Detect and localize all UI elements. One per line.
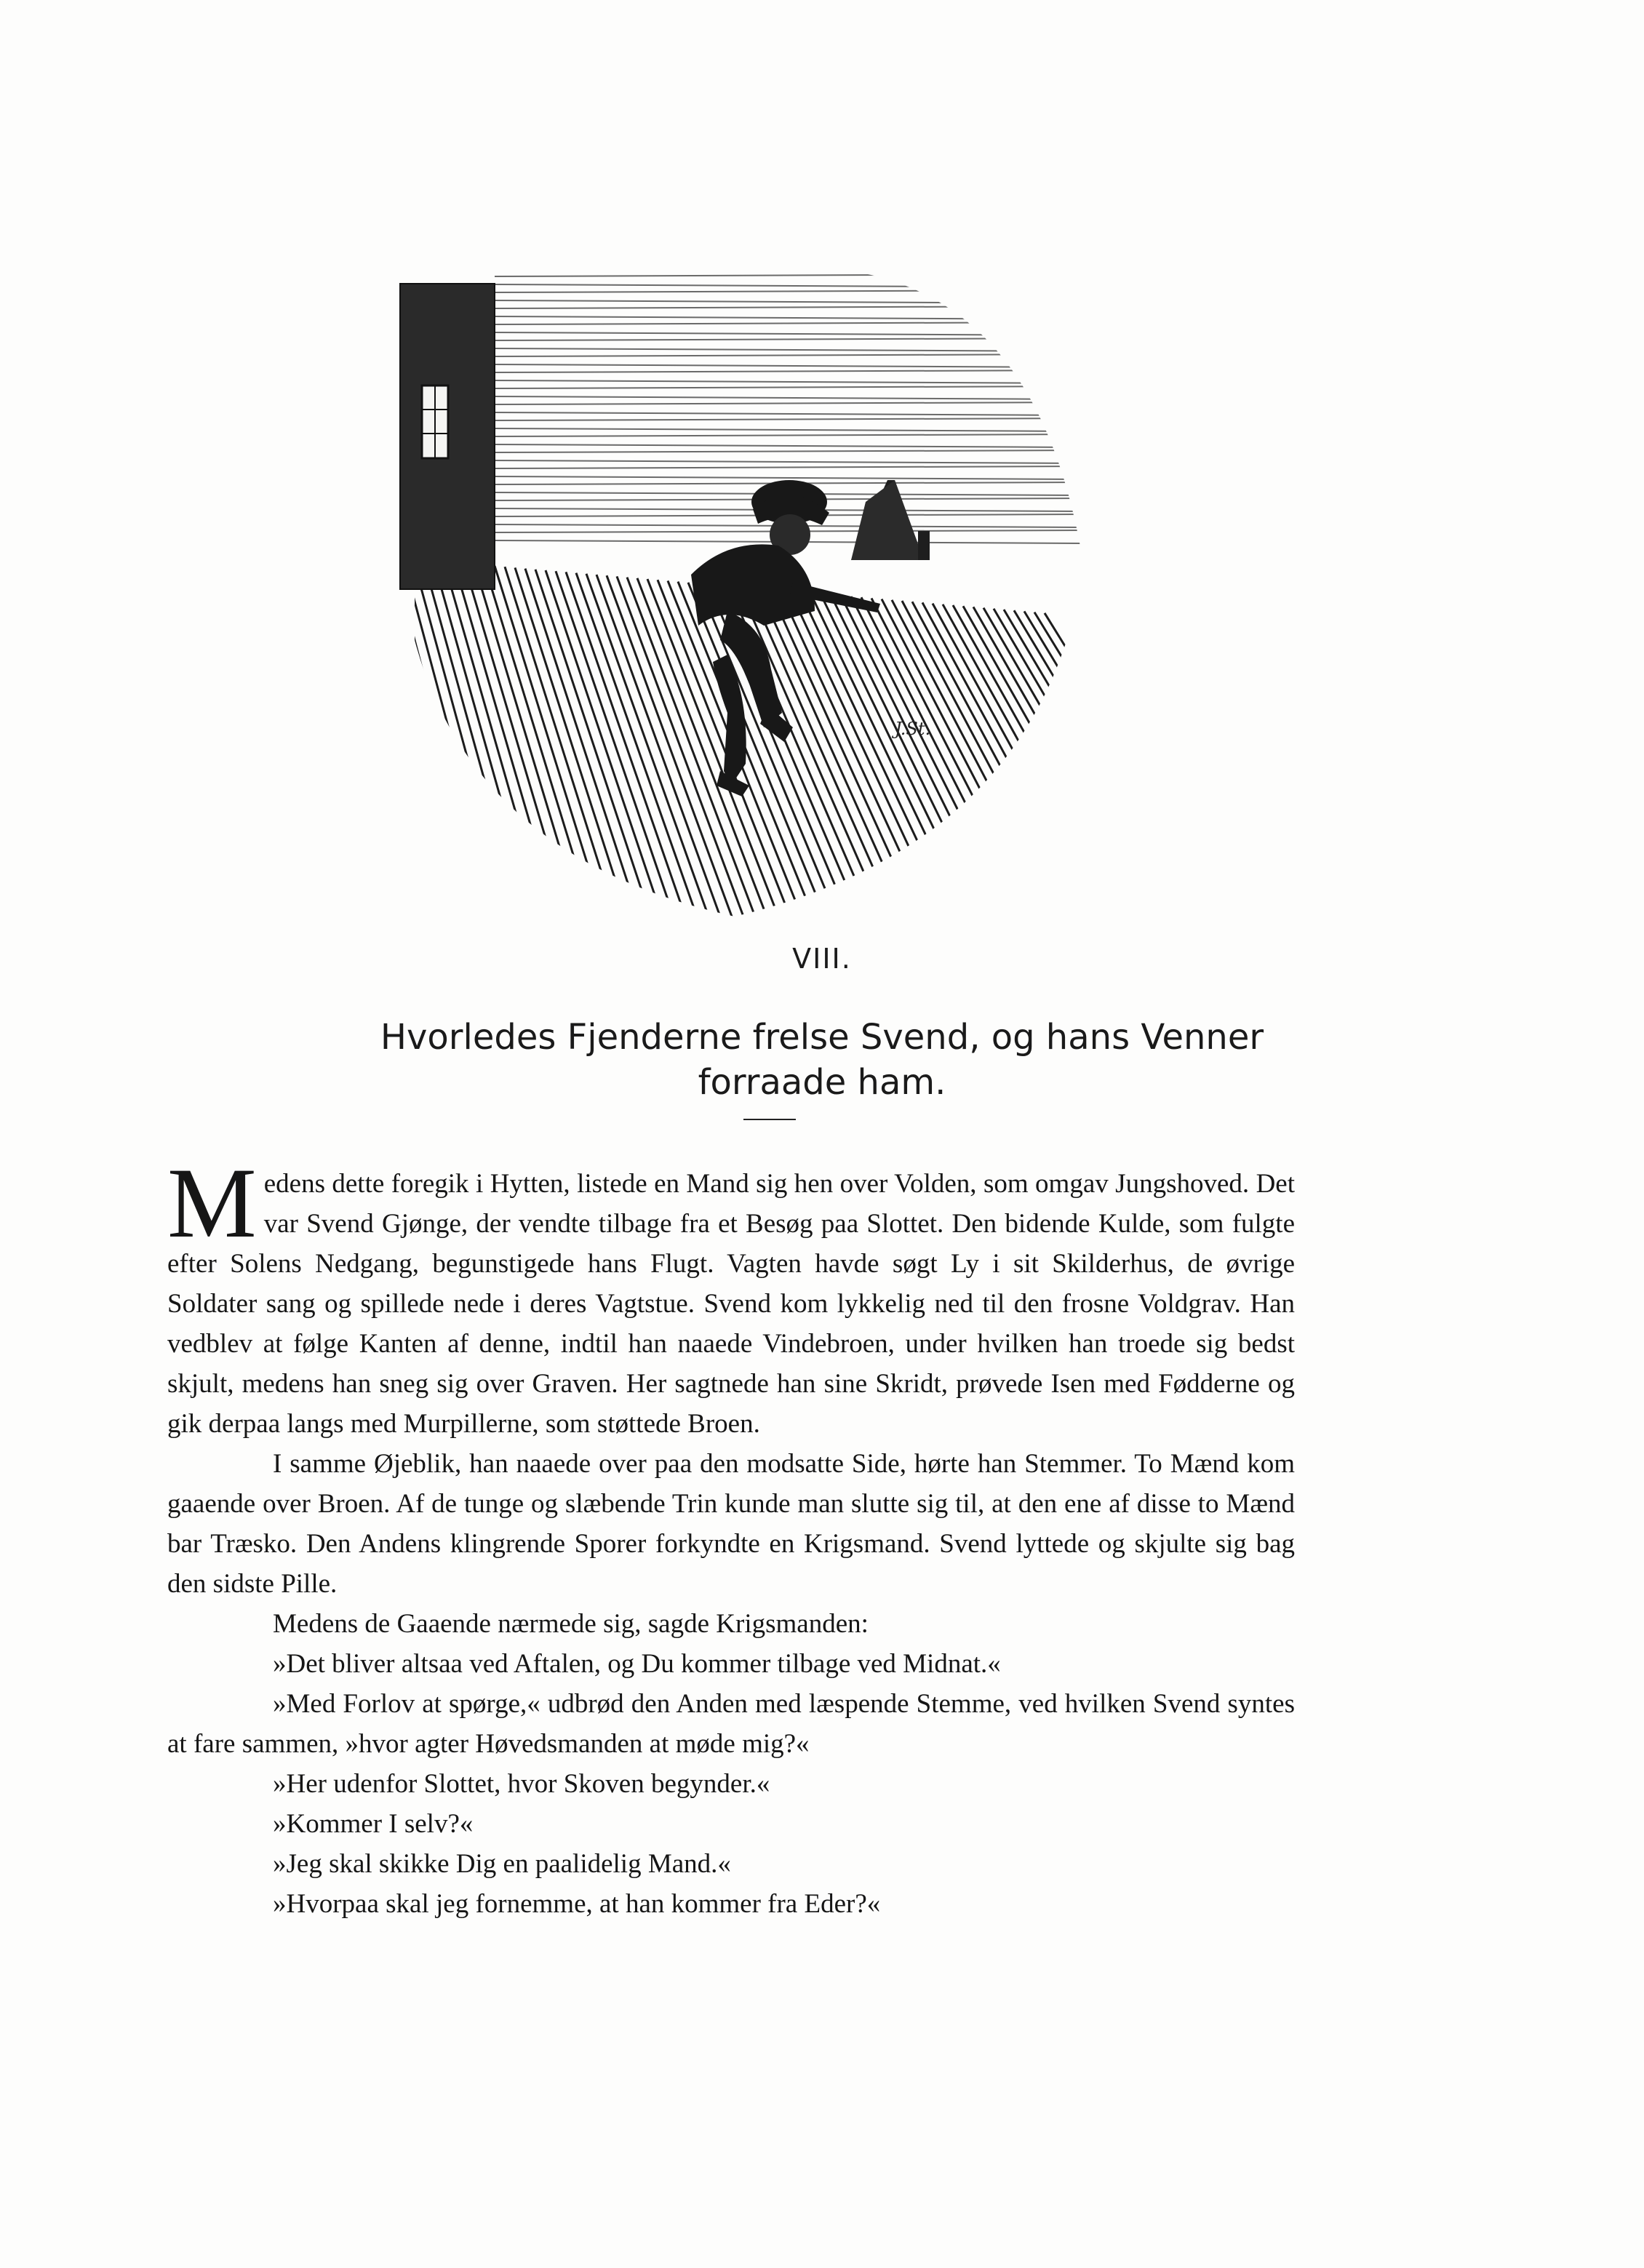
paragraph-7: »Kommer I selv?« [273,1809,474,1839]
paragraph-1-text: edens dette foregik i Hytten, listede en Mand sig hen over Volden, som omgav Jungshoved. Det var Svend Gjønge, der vendte tilbage fra et Besøg paa Slottet. Den bidende Kulde, som fulgte efter Solens Nedgang, begunstigede hans Flugt. Vagten havde søgt Ly i sit Skilderhus, de øvrige Soldater sang og spillede nede i deres Vagtstue. Svend kom lykkelig ned til den frosne Voldgrav. Han vedblev at følge Kanten af denne, indtil han naaede Vindebroen, under hvilken han troede sig bedst skjult, medens han sneg sig over Graven. Her sagtnede han sine Skridt, prøvede Isen med Fødderne og gik derpaa langs med Murpillerne, som støttede Broen. [167,1169,1295,1439]
artist-signature: J.St. [895,719,931,739]
paragraph-8: »Jeg skal skikke Dig en paalidelig Mand.« [273,1849,731,1879]
paragraph-9: »Hvorpaa skal jeg fornemme, at han kommer fra Eder?« [273,1889,881,1919]
paragraph-5: »Med Forlov at spørge,« udbrød den Anden med læspende Stemme, ved hvilken Svend syntes at fare sammen, »hvor agter Høvedsmanden at møde mig?« [167,1689,1295,1759]
paragraph-2: I samme Øjeblik, han naaede over paa den modsatte Side, hørte han Stemmer. To Mænd kom gaaende over Broen. Af de tunge og slæbende Trin kunde man slutte sig til, at den ene af disse to Mænd bar Træsko. Den Andens klingrende Sporer forkyndte en Krigsmand. Svend lyttede og skjulte sig bag den sidste Pille. [167,1449,1295,1599]
tower [400,284,495,589]
paragraph-1 [167,1147,1295,1444]
chapter-body [167,1147,1295,1924]
distant-house [851,480,930,560]
chapter-number: VIII. [792,943,852,975]
chapter-title [0,1015,1644,1105]
paragraph-4: »Det bliver altsaa ved Aftalen, og Du kommer tilbage ved Midnat.« [273,1649,1001,1679]
chapter-title-line-1: Hvorledes Fjenderne frelse Svend, og hans Venner [380,1017,1264,1058]
chapter-title-line-2: forraade ham. [698,1062,946,1103]
paragraph-3: Medens de Gaaende nærmede sig, sagde Krigsmanden: [273,1609,869,1639]
drop-cap: M [167,1147,257,1258]
chapter-illustration [386,262,1084,917]
paragraph-6: »Her udenfor Slottet, hvor Skoven begynder.« [273,1769,770,1799]
title-divider [743,1119,796,1120]
